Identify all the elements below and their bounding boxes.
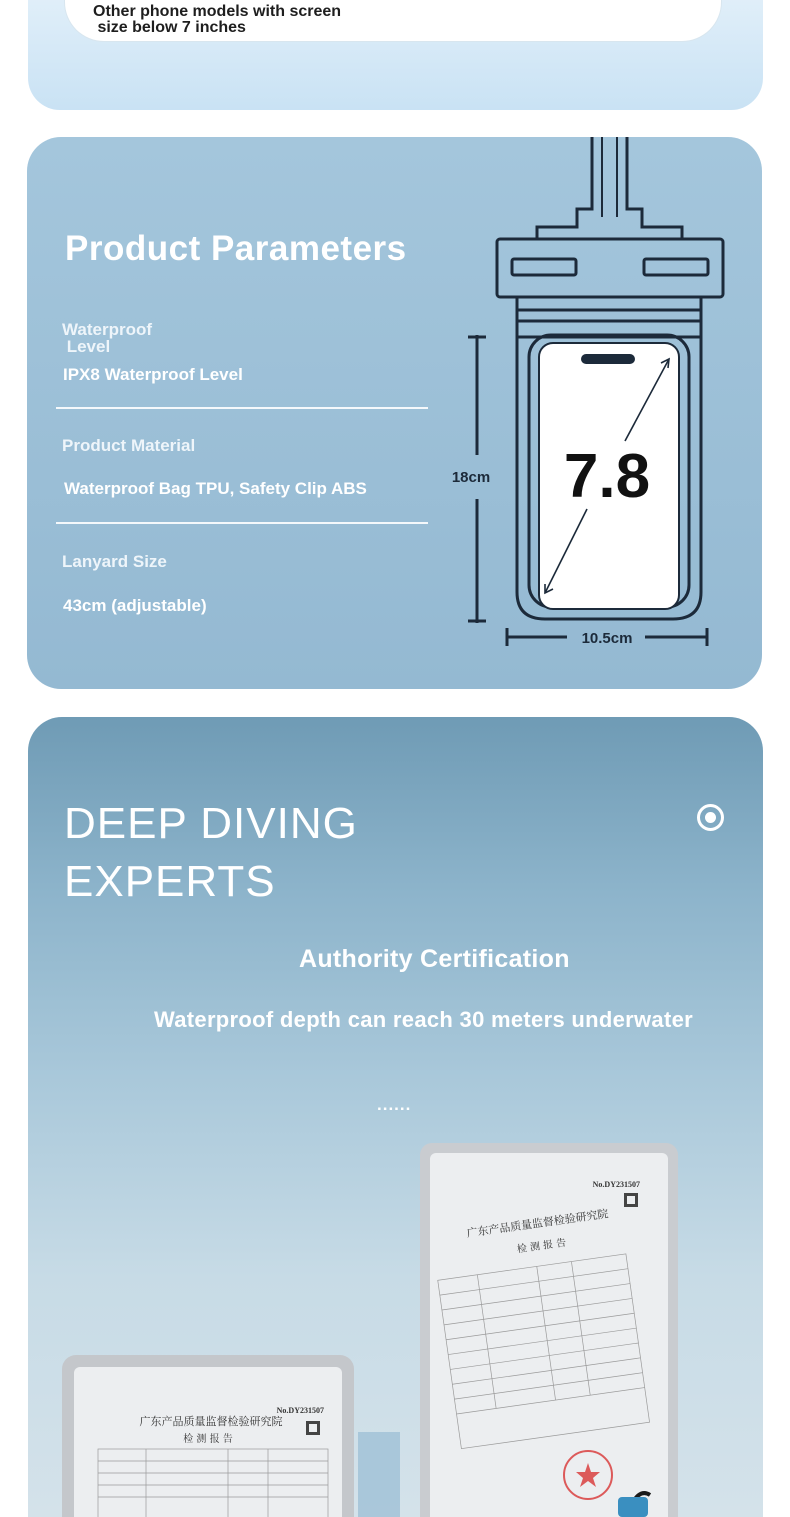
screen-size-label: 7.8 [563, 442, 651, 511]
waterproof-bag-diagram [451, 137, 762, 689]
parameters-title: Product Parameters [65, 229, 407, 268]
lanyard-size-label: Lanyard Size [62, 552, 167, 571]
title-line-2: EXPERTS [64, 857, 276, 906]
divider [56, 522, 428, 524]
compatibility-text: Other phone models with screen size below 7 inches [93, 3, 342, 36]
deep-diving-title [64, 795, 358, 911]
waterproof-level-value: IPX8 Waterproof Level [63, 365, 243, 384]
product-material-label: Product Material [62, 436, 196, 455]
deep-diving-card [28, 717, 763, 1517]
waterproof-level-label: Waterproof Level [62, 320, 153, 356]
cert-number: No.DY231507 [592, 1180, 640, 1189]
lanyard-size-value: 43cm (adjustable) [63, 596, 207, 615]
cert-institute: 广东产品质量监督检验研究院 [465, 1207, 610, 1240]
cert-doc-title-left: 检 测 报 告 [183, 1434, 233, 1445]
title-line-1: DEEP DIVING [64, 799, 358, 848]
cert-institute-left: 广东产品质量监督检验研究院 [139, 1415, 283, 1428]
compatibility-card [28, 0, 763, 110]
compatibility-pill [64, 0, 722, 42]
divider [56, 407, 428, 409]
certificate-illustration [28, 1117, 763, 1517]
waterproof-depth-text: Waterproof depth can reach 30 meters underwater [154, 1007, 693, 1032]
ellipsis-text: ...... [377, 1095, 412, 1114]
height-dimension-label: 18cm [451, 469, 491, 486]
cert-doc-title: 检 测 报 告 [516, 1237, 567, 1256]
width-dimension-label: 10.5cm [581, 630, 633, 647]
product-parameters-card [27, 137, 762, 689]
authority-certification-heading: Authority Certification [299, 945, 570, 973]
cert-number-left: No.DY231507 [276, 1406, 324, 1415]
product-material-value: Waterproof Bag TPU, Safety Clip ABS [64, 479, 367, 498]
target-icon [697, 804, 724, 831]
